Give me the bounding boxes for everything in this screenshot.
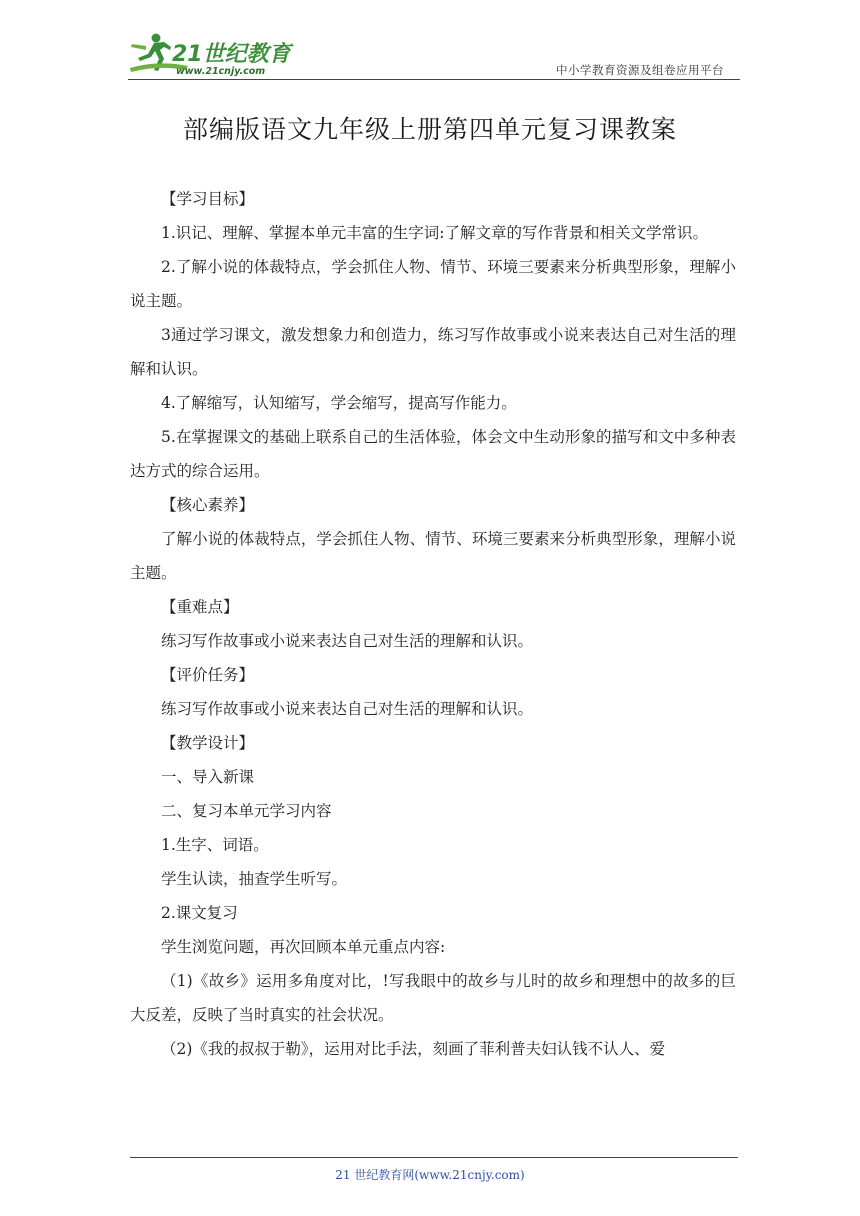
page-header bbox=[128, 30, 740, 82]
paragraph: 【评价任务】 bbox=[161, 666, 255, 684]
paragraph: 一、导入新课 bbox=[161, 768, 255, 786]
paragraph: 2.课文复习 bbox=[161, 904, 238, 922]
paragraph: 2.了解小说的体裁特点，学会抓住人物、情节、环境三要素来分析典型形象，理解小说主题。 bbox=[130, 258, 736, 310]
logo-text: 21世纪教育 bbox=[172, 42, 291, 67]
paragraph: 练习写作故事或小说来表达自己对生活的理解和认识。 bbox=[161, 632, 534, 650]
header-platform-text: 中小学教育资源及组卷应用平台 bbox=[556, 63, 724, 77]
paragraph: 了解小说的体裁特点，学会抓住人物、情节、环境三要素来分析典型形象，理解小说主题。 bbox=[130, 530, 736, 582]
paragraph: 学生浏览问题，再次回顾本单元重点内容: bbox=[161, 938, 446, 956]
logo-url: www.21cnjy.com bbox=[176, 66, 266, 77]
paragraph: 【学习目标】 bbox=[161, 190, 255, 208]
paragraph: 【核心素养】 bbox=[161, 496, 255, 514]
paragraph: 练习写作故事或小说来表达自己对生活的理解和认识。 bbox=[161, 700, 534, 718]
paragraph: 二、复习本单元学习内容 bbox=[161, 802, 332, 820]
paragraph: 学生认读，抽查学生听写。 bbox=[161, 870, 348, 888]
paragraph: 【教学设计】 bbox=[161, 734, 255, 752]
paragraph: 4.了解缩写，认知缩写，学会缩写，提高写作能力。 bbox=[161, 394, 517, 412]
logo-21cnjy[interactable] bbox=[128, 30, 298, 78]
footer-text[interactable]: 21 世纪教育网(www.21cnjy.com) bbox=[335, 1168, 525, 1182]
paragraph: （1)《故乡》运用多角度对比，!写我眼中的故乡与儿时的故乡和理想中的故多的巨大反差，反映了当时真实的社会状况。 bbox=[130, 972, 736, 1024]
paragraph: 【重难点】 bbox=[161, 598, 239, 616]
paragraph: （2)《我的叔叔于勒》，运用对比手法，刻画了菲利普夫妇认钱不认人、爱 bbox=[161, 1040, 666, 1058]
paragraph: 1.识记、理解、掌握本单元丰富的生字词:了解文章的写作背景和相关文学常识。 bbox=[161, 224, 709, 242]
paragraph: 3通过学习课文，激发想象力和创造力，练习写作故事或小说来表达自己对生活的理解和认识。 bbox=[130, 326, 736, 378]
paragraph: 1.生字、词语。 bbox=[161, 836, 269, 854]
document-body bbox=[130, 182, 736, 1066]
paragraph: 5.在掌握课文的基础上联系自己的生活体验，体会文中生动形象的描写和文中多种表达方式的综合运用。 bbox=[130, 428, 736, 480]
page-title: 部编版语文九年级上册第四单元复习课教案 bbox=[182, 115, 677, 144]
footer-divider bbox=[130, 1157, 738, 1158]
header-divider bbox=[128, 79, 740, 80]
